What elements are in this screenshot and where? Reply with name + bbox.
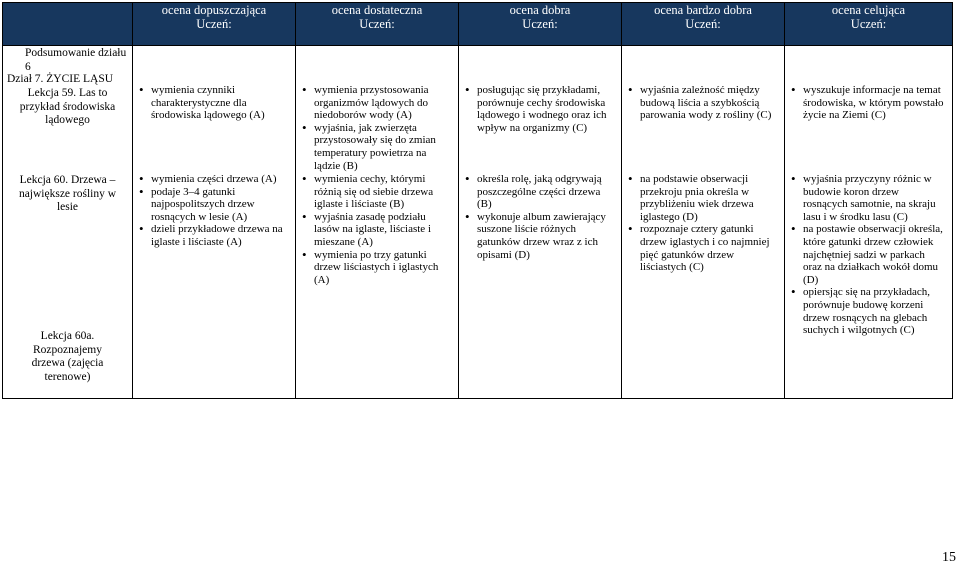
criterion-item: • podaje 3–4 gatunki najpospolitszych drzew rosnących w lesie (A): [137, 186, 289, 224]
criterion-item: • wymienia przystosowania organizmów lądowych do niedoborów wody (A): [300, 84, 452, 122]
criteria-list-59: [133, 84, 295, 122]
header-label: Uczeń:: [196, 17, 232, 31]
column-dopuszczajaca: [133, 46, 296, 399]
header-label: Uczeń:: [359, 17, 395, 31]
criterion-item: • wymienia części drzewa (A): [137, 173, 289, 186]
lesson-60-title: Lekcja 60. Drzewa – największe rośliny w lesie: [18, 174, 117, 214]
criterion-item: • na postawie obserwacji określa, które gatunki drzew człowiek najchętniej sadzi w parkach oraz na działkach wokół domu (D): [789, 223, 946, 286]
criterion-item: • rozpoznaje cztery gatunki drzew iglastych i co najmniej pięć gatunków drzew liściastych (C): [626, 223, 778, 273]
header-dostateczna: [296, 3, 459, 46]
lesson-column: [3, 46, 133, 399]
criterion-item: • wykonuje album zawierający suszone liście różnych gatunków drzew wraz z ich opisami (D): [463, 211, 615, 261]
header-dobra: [459, 3, 622, 46]
summary-lesson: Podsumowanie działu 6: [25, 47, 127, 73]
header-row: [3, 3, 953, 46]
header-grade: ocena bardzo dobra: [654, 3, 752, 17]
header-label: Uczeń:: [685, 17, 721, 31]
column-bardzo-dobra: [622, 46, 785, 399]
criteria-list-59: [296, 84, 458, 172]
criterion-item: • określa rolę, jaką odgrywają poszczególne części drzewa (B): [463, 173, 615, 211]
content-row: [3, 46, 953, 399]
criterion-item: • wyjaśnia, jak zwierzęta przystosowały się do zmian temperatury powietrza na lądzie (B): [300, 122, 452, 172]
criteria-list-59: [459, 84, 621, 134]
criterion-item: • opiersjąc się na przykładach, porównuje budowę korzeni drzew rosnących na glebach suchych i wilgotnych (C): [789, 286, 946, 336]
criteria-list-59: [622, 84, 784, 122]
lesson-60a-title: Lekcja 60a. Rozpoznajemy drzewa (zajęcia terenowe): [31, 330, 104, 383]
header-grade: ocena dopuszczająca: [161, 3, 267, 17]
header-dopuszczajaca: [133, 3, 296, 46]
header-blank-cell: [3, 3, 133, 46]
column-dobra: [459, 46, 622, 399]
header-bardzo-dobra: [622, 3, 785, 46]
criterion-item: • wymienia po trzy gatunki drzew liściastych i iglastych (A): [300, 249, 452, 287]
criteria-list-60: [133, 173, 295, 249]
header-label: Uczeń:: [850, 17, 887, 31]
criteria-list-60: [622, 173, 784, 274]
criteria-list-60: [785, 173, 952, 337]
criteria-list-59: [785, 84, 952, 122]
header-grade: ocena celująca: [831, 3, 906, 17]
chapter-title: Dział 7. ŻYCIE LĄSU: [7, 73, 114, 85]
header-label: Uczeń:: [522, 17, 558, 31]
header-celujaca: [785, 3, 953, 46]
criterion-item: • posługując się przykładami, porównuje cechy środowiska lądowego i wodnego oraz ich wpływ na organizmy (C): [463, 84, 615, 134]
column-dostateczna: [296, 46, 459, 399]
criteria-list-60: [296, 173, 458, 286]
criteria-list-60: [459, 173, 621, 261]
criterion-item: • wyjaśnia zasadę podziału lasów na iglaste, liściaste i mieszane (A): [300, 211, 452, 249]
page-number: 15: [942, 550, 956, 565]
criterion-item: • wymienia czynniki charakterystyczne dla środowiska lądowego (A): [137, 84, 289, 122]
column-celujaca: [785, 46, 953, 399]
criterion-item: • dzieli przykładowe drzewa na iglaste i liściaste (A): [137, 223, 289, 248]
criterion-item: • wyjaśnia zależność między budową liścia a szybkością parowania wody z rośliny (C): [626, 84, 778, 122]
criterion-item: • wyszukuje informacje na temat środowiska, w którym powstało życie na Ziemi (C): [789, 84, 946, 122]
header-grade: ocena dobra: [509, 3, 571, 17]
criterion-item: • wyjaśnia przyczyny różnic w budowie koron drzew rosnących samotnie, na skraju lasu i w środku lasu (C): [789, 173, 946, 223]
criteria-table: [2, 2, 953, 399]
lesson-59-title: Lekcja 59. Las to przykład środowiska lądowego: [19, 87, 116, 127]
header-grade: ocena dostateczna: [331, 3, 423, 17]
criterion-item: • na podstawie obserwacji przekroju pnia określa w przybliżeniu wiek drzewa iglastego (D): [626, 173, 778, 223]
criterion-item: • wymienia cechy, którymi różnią się od siebie drzewa iglaste i liściaste (B): [300, 173, 452, 211]
